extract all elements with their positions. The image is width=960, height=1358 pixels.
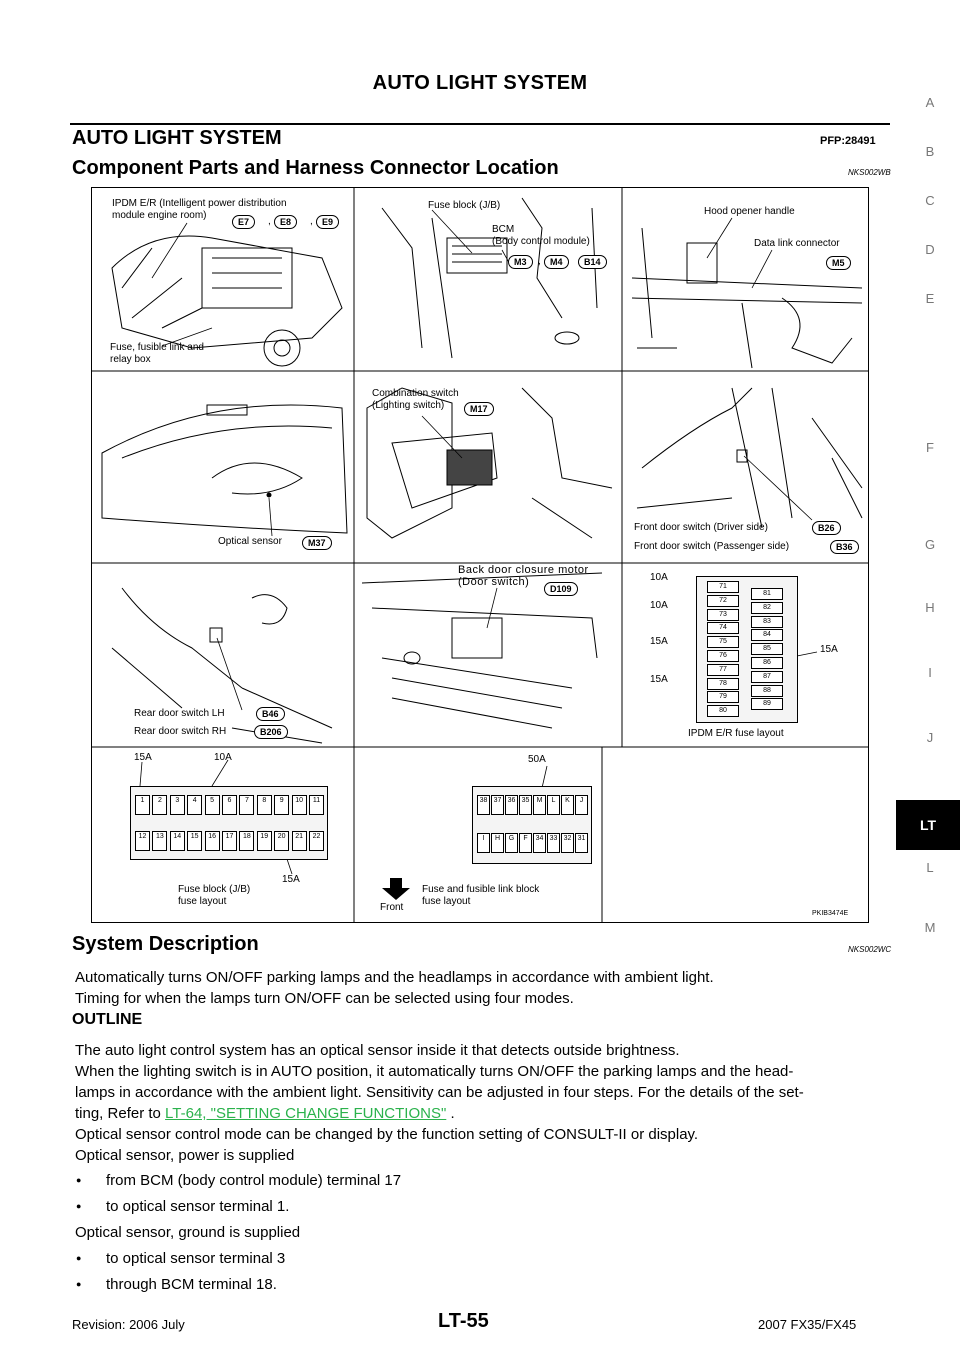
running-header: AUTO LIGHT SYSTEM <box>372 72 588 94</box>
ipdm-fuse-layout-label: IPDM E/R fuse layout <box>688 728 784 739</box>
fuse-cell: 71 <box>707 581 739 593</box>
amp-15a: 15A <box>650 674 668 685</box>
fuse-cell: 3 <box>170 795 185 815</box>
fuse-cell: 8 <box>257 795 272 815</box>
fuse-cell: 11 <box>309 795 324 815</box>
fuse-cell: 72 <box>707 595 739 607</box>
bullet-item: ● from BCM (body control module) terminal 17 <box>76 1170 401 1191</box>
fuse-cell: 37 <box>491 795 504 815</box>
side-index-h[interactable]: H <box>925 600 935 615</box>
fuse-cell: 18 <box>239 831 254 851</box>
front-door-passenger-label: Front door switch (Passenger side) <box>634 541 790 552</box>
fuse-cell: 16 <box>205 831 220 851</box>
ipdm-fuse-box <box>696 576 798 723</box>
bullet-item: ● through BCM terminal 18. <box>76 1274 277 1295</box>
fuse-cell: G <box>505 833 518 853</box>
fuse-cell: 38 <box>477 795 490 815</box>
amp-10a: 10A <box>214 752 232 763</box>
connector-d109: D109 <box>544 582 578 596</box>
connector-m17: M17 <box>464 402 494 416</box>
comma: , <box>538 256 541 267</box>
fuse-cell: 17 <box>222 831 237 851</box>
connector-b36: B36 <box>830 540 859 554</box>
connector-e8: E8 <box>274 215 297 229</box>
component-figure <box>91 187 869 923</box>
pfp-code: PFP:28491 <box>820 135 876 147</box>
front-door-driver-label: Front door switch (Driver side) <box>634 522 768 533</box>
connector-b206: B206 <box>254 725 288 739</box>
fuse-cell: H <box>491 833 504 853</box>
intro-line-1: Automatically turns ON/OFF parking lamps and the headlamps in accordance with ambient light. <box>75 969 714 986</box>
fuse-cell: 31 <box>575 833 588 853</box>
component-code: NKS002WB <box>848 168 891 177</box>
fuse-cell: 10 <box>292 795 307 815</box>
side-index-l[interactable]: L <box>926 860 934 875</box>
optical-sensor-label: Optical sensor <box>218 536 282 547</box>
fuse-cell: M <box>533 795 546 815</box>
jb-fuse-box <box>130 786 328 860</box>
fuse-relay-label: Fuse, fusible link and relay box <box>110 342 204 365</box>
connector-m3: M3 <box>508 255 533 269</box>
amp-10a: 10A <box>650 572 668 583</box>
fuse-cell: 1 <box>135 795 150 815</box>
front-label: Front <box>380 902 404 913</box>
fuse-cell: 9 <box>274 795 289 815</box>
fuse-cell: 81 <box>751 588 783 600</box>
setting-change-link[interactable]: LT-64, "SETTING CHANGE FUNCTIONS" <box>165 1105 447 1122</box>
footer-page-number: LT-55 <box>438 1310 489 1332</box>
amp-50a: 50A <box>528 754 546 765</box>
connector-e7: E7 <box>232 215 255 229</box>
outline-line-2: When the lighting switch is in AUTO position, it automatically turns ON/OFF the parking lamps and the head- <box>75 1063 794 1080</box>
jb-fuse-layout-label: Fuse block (J/B) fuse layout <box>178 884 251 907</box>
fuse-cell: 20 <box>274 831 289 851</box>
fuse-cell: 6 <box>222 795 237 815</box>
outline-line-4: Optical sensor control mode can be changed by the function setting of CONSULT-II or display. <box>75 1126 699 1143</box>
amp-10a: 10A <box>650 600 668 611</box>
fuse-cell: 13 <box>152 831 167 851</box>
section-title: AUTO LIGHT SYSTEM <box>72 127 282 149</box>
combination-switch-label: Combination switch (Lighting switch) <box>372 388 459 411</box>
fuse-cell: 75 <box>707 636 739 648</box>
outline-line-1: The auto light control system has an optical sensor inside it that detects outside brightness. <box>75 1042 680 1059</box>
fuse-cell: F <box>519 833 532 853</box>
fuse-cell: 33 <box>547 833 560 853</box>
connector-m4: M4 <box>544 255 569 269</box>
connector-e9: E9 <box>316 215 339 229</box>
fuse-cell: 88 <box>751 685 783 697</box>
connector-b14: B14 <box>578 255 607 269</box>
ref-suffix: . <box>446 1105 455 1122</box>
fuse-cell: J <box>575 795 588 815</box>
side-index-i[interactable]: I <box>928 665 932 680</box>
connector-b26: B26 <box>812 521 841 535</box>
fuse-cell: 32 <box>561 833 574 853</box>
fuse-cell: 14 <box>170 831 185 851</box>
fuse-cell: 34 <box>533 833 546 853</box>
connector-m37: M37 <box>302 536 332 550</box>
side-index-c[interactable]: C <box>925 193 935 208</box>
rear-door-rh-label: Rear door switch RH <box>134 726 227 737</box>
fuse-cell: 35 <box>519 795 532 815</box>
side-index-a[interactable]: A <box>925 95 935 110</box>
bullet-item: ● to optical sensor terminal 3 <box>76 1248 285 1269</box>
amp-15a: 15A <box>134 752 152 763</box>
fuse-cell: 19 <box>257 831 272 851</box>
ipdm-label: IPDM E/R (Intelligent power distribution module engine room) <box>112 198 287 221</box>
fuse-cell: L <box>547 795 560 815</box>
fuse-cell: 78 <box>707 678 739 690</box>
system-code: NKS002WC <box>848 945 892 954</box>
connector-b46: B46 <box>256 707 285 721</box>
amp-15a: 15A <box>650 636 668 647</box>
amp-15a: 15A <box>820 644 838 655</box>
side-index-f[interactable]: F <box>926 440 934 455</box>
ref-prefix: ting, Refer to <box>75 1105 166 1122</box>
figure-id: PKIB3474E <box>812 910 849 917</box>
hood-opener-label: Hood opener handle <box>704 206 795 217</box>
component-title: Component Parts and Harness Connector Location <box>72 157 559 179</box>
fuse-cell: 80 <box>707 705 739 717</box>
fuse-cell: 87 <box>751 671 783 683</box>
comma: , <box>310 216 313 227</box>
fuse-cell: 36 <box>505 795 518 815</box>
amp-15a: 15A <box>282 874 300 885</box>
fuse-cell: 21 <box>292 831 307 851</box>
outline-line-3: lamps in accordance with the ambient light. Sensitivity can be adjusted in four steps. For the details of the set- <box>75 1084 804 1101</box>
fuse-cell: 89 <box>751 698 783 710</box>
fuse-cell: 85 <box>751 643 783 655</box>
side-index-d[interactable]: D <box>925 242 935 257</box>
fuse-cell: 15 <box>187 831 202 851</box>
fuse-link-layout-label: Fuse and fusible link block fuse layout <box>422 884 540 907</box>
header-rule <box>70 123 890 125</box>
fuse-cell: K <box>561 795 574 815</box>
side-index-e[interactable]: E <box>925 291 935 306</box>
fuse-block-label: Fuse block (J/B) <box>428 200 501 211</box>
fuse-cell: 2 <box>152 795 167 815</box>
front-arrow-icon <box>382 878 410 900</box>
outline-ref-line <box>75 1103 895 1124</box>
outline-line-5: Optical sensor, power is supplied <box>75 1147 295 1164</box>
fuse-cell: 86 <box>751 657 783 669</box>
fuse-cell: 73 <box>707 609 739 621</box>
fuse-cell: 76 <box>707 650 739 662</box>
fuse-cell: 4 <box>187 795 202 815</box>
fuse-cell: 82 <box>751 602 783 614</box>
outline-heading: OUTLINE <box>72 1011 143 1028</box>
system-title: System Description <box>72 933 259 955</box>
ground-line: Optical sensor, ground is supplied <box>75 1224 301 1241</box>
side-index-j[interactable]: J <box>926 730 934 745</box>
bullet-item: ● to optical sensor terminal 1. <box>76 1196 289 1217</box>
fuse-cell: 79 <box>707 691 739 703</box>
side-index-m[interactable]: M <box>924 920 936 935</box>
fuse-cell: 74 <box>707 622 739 634</box>
connector-m5: M5 <box>826 256 851 270</box>
side-index-g[interactable]: G <box>924 537 936 552</box>
bcm-label: BCM (Body control module) <box>492 224 590 247</box>
fuse-cell: 5 <box>205 795 220 815</box>
side-index-lt-active[interactable]: LT <box>896 800 960 850</box>
fuse-cell: 7 <box>239 795 254 815</box>
footer-revision: Revision: 2006 July <box>72 1317 185 1332</box>
side-index-b[interactable]: B <box>925 144 935 159</box>
fuse-cell: I <box>477 833 490 853</box>
fuse-cell: 84 <box>751 629 783 641</box>
comma: , <box>268 216 271 227</box>
fuse-cell: 83 <box>751 616 783 628</box>
footer-model: 2007 FX35/FX45 <box>758 1317 857 1332</box>
fusible-link-box <box>472 786 592 864</box>
fuse-cell: 77 <box>707 664 739 676</box>
back-door-closure-label: Back door closure motor (Door switch) <box>458 564 589 588</box>
fuse-cell: 12 <box>135 831 150 851</box>
rear-door-lh-label: Rear door switch LH <box>134 708 225 719</box>
fuse-cell: 22 <box>309 831 324 851</box>
data-link-label: Data link connector <box>754 238 840 249</box>
intro-line-2: Timing for when the lamps turn ON/OFF can be selected using four modes. <box>75 990 574 1007</box>
